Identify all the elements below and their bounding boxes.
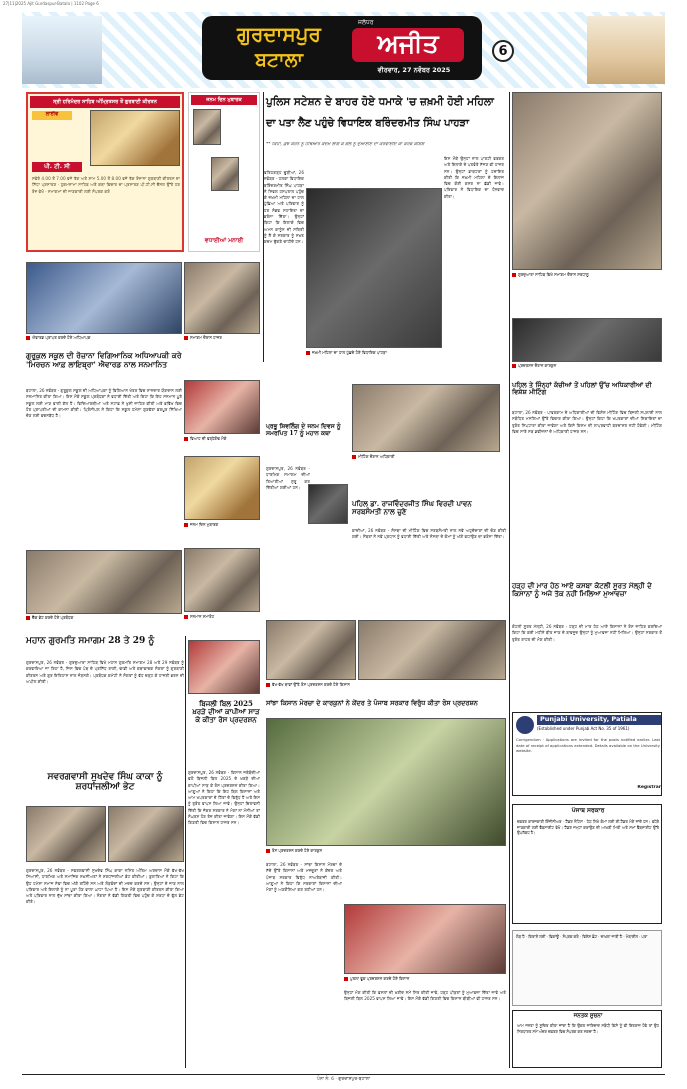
group-photo-2-caption: ਸਮਾਗਮ ਦੌਰਾਨ ਹਾਜ਼ਰ bbox=[184, 335, 260, 349]
footer-text: ਪੰਨਾ ਨੰ: 6 · ਗੁਰਦਾਸਪੁਰ-ਬਟਾਲਾ bbox=[316, 1077, 371, 1082]
right-top-caption: ਗੁਰਦੁਆਰਾ ਸਾਹਿਬ ਵਿਖੇ ਸਮਾਗਮ ਦੌਰਾਨ ਸ਼ਰਧਾਲੂ bbox=[512, 272, 662, 286]
farmers-body: ਕੋਟਲੀ ਸੂਰਤ ਮੱਲ੍ਹੀ, 26 ਨਵੰਬਰ - ਹੜ੍ਹ ਦੀ ਮਾਰ ਹੇਠ ਆਏ ਕਿਸਾਨਾਂ ਨੇ ਰੋਸ ਜ਼ਾਹਿਰ ਕਰਦਿਆਂ ਕਿਹਾ ਕਿ ਕਈ ਮਹੀਨੇ ਬੀਤ ਜਾਣ ਦੇ ਬਾਵਜੂਦ ਉਨ੍ਹਾਂ ਨੂੰ ਮੁਆਵਜ਼ਾ ਨਹੀਂ ਮਿਲਿਆ। ਉਨ੍ਹਾਂ ਸਰਕਾਰ ਤੋਂ ਤੁਰੰਤ ਰਾਹਤ ਦੀ ਮੰਗ ਕੀਤੀ। bbox=[512, 624, 662, 642]
couple-photo-1 bbox=[184, 380, 260, 434]
protest-photo-3 bbox=[266, 718, 506, 846]
public-notice-title: ਜਨਤਕ ਸੂਚਨਾ bbox=[573, 1013, 603, 1019]
protest-body-right: ਉਨ੍ਹਾਂ ਮੰਗ ਕੀਤੀ ਕਿ ਫ਼ਸਲਾਂ ਦੀ ਖ਼ਰੀਦ ਸਮੇਂ ਸਿਰ ਕੀਤੀ ਜਾਵੇ, ਹੜ੍ਹ ਪੀੜਤਾਂ ਨੂੰ ਮੁਆਵਜ਼ਾ ਦਿੱਤਾ ਜਾਵੇ ਅਤੇ ਬਿਜਲੀ ਬਿਲ 2025 ਵਾਪਸ ਲਿਆ ਜਾਵੇ। ਇਸ ਮੌਕੇ ਵੱਡੀ ਗਿਣਤੀ ਵਿਚ ਕਿਸਾਨ ਬੀਬੀਆਂ ਵੀ ਹਾਜ਼ਰ ਸਨ। bbox=[344, 990, 506, 1002]
public-notice bbox=[512, 1010, 662, 1068]
singh-headline: ਪਹਿਲ ਡਾ. ਰਾਜਵਿੰਦਰਜੀਤ ਸਿੰਘ ਵਿਰਦੀ ਪਾਵਨ ਸਰਬਸੰਮਤੀ ਨਾਲ ਚੁਣੇ bbox=[352, 499, 472, 517]
kirtan-box bbox=[26, 92, 184, 252]
guru-headline: ਪ੍ਰਭੂ ਸ਼ਿਵਲਿੰਗ ਦੇ ਜਨਮ ਦਿਵਸ ਨੂੰ ਸਮਰਪਿਤ 17 ਨੂੰ ਮਹਾਨ ਕਥਾ bbox=[266, 423, 341, 437]
logo-bottom: ਬਟਾਲਾ bbox=[255, 49, 303, 71]
classifieds-body: ਲੋੜ ਹੈ · ਕਿਰਾਏ ਲਈ · ਵਿਕਾਊ · ਸੰਪਰਕ ਕਰੋ · ਵਿਸ਼ੇਸ਼ ਛੋਟ · ਦਾਖ਼ਲਾ ਜਾਰੀ ਹੈ · ਮੋਬਾਈਲ · ਪਤਾ bbox=[516, 934, 648, 939]
right-mid-caption: ਪ੍ਰਦਰਸ਼ਨ ਦੌਰਾਨ ਕਾਰਕੁਨ bbox=[512, 363, 662, 375]
protest-photo-1 bbox=[266, 620, 356, 680]
group-photo-2 bbox=[184, 262, 260, 334]
right-mid-photo bbox=[512, 318, 662, 362]
farmers-headline: ਹੜ੍ਹ ਦੀ ਮਾਰ ਹੇਠ ਆਏ ਕਸਬਾ ਕੋਟਲੀ ਸੂਰਤ ਮੱਲ੍ਹੀ ਦੇ ਕਿਸਾਨਾਂ ਨੂੰ ਅਜੇ ਤੱਕ ਨਹੀਂ ਮਿਲਿਆ ਮੁਆਵਜ਼ਾ bbox=[512, 581, 652, 599]
cheque-caption: ਚੈੱਕ ਭੇਟ ਕਰਦੇ ਹੋਏ ਪ੍ਰਬੰਧਕ bbox=[26, 615, 182, 627]
power-photo bbox=[352, 384, 500, 452]
university-ad bbox=[512, 712, 662, 796]
gurmat-headline: ਮਹਾਨ ਗੁਰਮਤਿ ਸਮਾਗਮ 28 ਤੇ 29 ਨੂੰ bbox=[26, 636, 155, 646]
couple-caption-1: ਵਿਆਹ ਦੀ ਵਰ੍ਹੇਗੰਢ ਮੌਕੇ bbox=[184, 436, 260, 450]
column-rule-1 bbox=[263, 92, 264, 362]
lead-photo bbox=[306, 188, 442, 348]
gurmat-ad-photo bbox=[188, 640, 260, 694]
birthday-box bbox=[188, 92, 260, 252]
masthead bbox=[22, 12, 665, 88]
public-notice-body: ਆਮ ਜਨਤਾ ਨੂੰ ਸੂਚਿਤ ਕੀਤਾ ਜਾਂਦਾ ਹੈ ਕਿ ਉਕਤ ਜਾਇਦਾਦ ਸਬੰਧੀ ਕਿਸੇ ਨੂੰ ਵੀ ਇਤਰਾਜ਼ ਹੋਵੇ ਤਾਂ ਉਹ ਨਿਰਧਾਰਤ ਸਮੇਂ ਅੰਦਰ ਦਫ਼ਤਰ ਵਿਚ ਸੰਪਰਕ ਕਰ ਸਕਦਾ ਹੈ। bbox=[517, 1023, 659, 1034]
protest-body-left: ਬਟਾਲਾ, 26 ਨਵੰਬਰ - ਸਾਂਝਾ ਕਿਸਾਨ ਮੋਰਚਾ ਦੇ ਸੱਦੇ ਉੱਤੇ ਕਿਸਾਨਾਂ ਅਤੇ ਮਜ਼ਦੂਰਾਂ ਨੇ ਕੇਂਦਰ ਅਤੇ ਪੰਜਾਬ ਸਰਕਾਰ ਵਿਰੁੱਧ ਨਾਅਰੇਬਾਜ਼ੀ ਕੀਤੀ। ਆਗੂਆਂ ਨੇ ਕਿਹਾ ਕਿ ਸਰਕਾਰਾਂ ਕਿਸਾਨਾਂ ਦੀਆਂ ਮੰਗਾਂ ਨੂੰ ਅਣਗੌਲਿਆ ਕਰ ਰਹੀਆਂ ਹਨ। bbox=[266, 862, 342, 893]
lead-subhead: ** ਕਿਹਾ, ਕੁਝ ਕਰਨੇ ਨੂੰ ਹੱਥਿਆਰ ਕਦਮ ਲਾਗ ਕੋ ਗੋਲ ਨੂੰ ਦੁਆਈਏ ਦਾ ਕਰਵਾਈਏ ਕਾ ਕਰਵੇ ਕੋਸ਼ਿਸ਼ bbox=[266, 142, 425, 147]
gov-notice bbox=[512, 804, 662, 924]
couple-caption-3: ਸਨਮਾਨ ਸਮਾਰੋਹ bbox=[184, 614, 260, 628]
kirtan-body: ਸਵੇਰੇ 4.00 ਤੋਂ 7.00 ਵਜੇ ਤੱਕ ਅਤੇ ਸ਼ਾਮ 5.00 ਤੋਂ 8.00 ਵਜੇ ਤੱਕ ਰੋਜ਼ਾਨਾ ਗੁਰਬਾਣੀ ਕੀਰਤਨ ਦਾ ਸਿੱਧਾ ਪ੍ਰਸਾਰਣ · ਹੁਕਮਨਾਮਾ ਸਾਹਿਬ ਅਤੇ ਕਥਾ ਵਿਚਾਰ ਦਾ ਪ੍ਰਸਾਰਣ ਪੀ.ਟੀ.ਸੀ ਚੈਨਲ ਉੱਤੇ ਹਰ ਰੋਜ਼ ਵੇਖੋ · ਸਮਾਗਮਾਂ ਦੀ ਜਾਣਕਾਰੀ ਲਈ ਸੰਪਰਕ ਕਰੋ bbox=[32, 176, 180, 194]
top-meta-text: 27|11|2025 Ajit Gurdaspur-Batala | 1102 Page 6 bbox=[3, 1, 99, 6]
bijli-headline: ਬਿਜਲੀ ਬਿਲ 2025 ਖ਼ਰੜੇ ਦੀਆਂ ਕਾਪੀਆਂ ਸਾੜ ਕੇ ਕੀਤਾ ਰੋਸ ਪ੍ਰਦਰਸ਼ਨ bbox=[192, 699, 260, 725]
masthead-right-illustration bbox=[587, 16, 665, 84]
column-rule-2 bbox=[509, 92, 510, 1068]
small-classifieds bbox=[512, 930, 662, 1006]
kirtan-banner: ਸ੍ਰੀ ਹਰਿਮੰਦਰ ਸਾਹਿਬ ਅੰਮ੍ਰਿਤਸਰ ਤੋਂ ਗੁਰਬਾਣੀ ਕੀਰਤਨ bbox=[30, 96, 180, 108]
gov-notice-body: ਦਫ਼ਤਰ ਕਾਰਜਕਾਰੀ ਇੰਜੀਨੀਅਰ · ਟੈਂਡਰ ਨੋਟਿਸ · ਹੇਠ ਲਿਖੇ ਕੰਮਾਂ ਲਈ ਈ-ਟੈਂਡਰ ਮੰਗੇ ਜਾਂਦੇ ਹਨ। ਵਧੇਰੇ ਜਾਣਕਾਰੀ ਲਈ ਵੈੱਬਸਾਈਟ ਵੇਖੋ। ਟੈਂਡਰ ਜਮ੍ਹਾਂ ਕਰਾਉਣ ਦੀ ਆਖ਼ਰੀ ਮਿਤੀ ਅਤੇ ਸਮਾਂ ਵੈੱਬਸਾਈਟ ਉੱਤੇ ਉਪਲੱਬਧ ਹੈ। bbox=[517, 819, 659, 836]
award-photo bbox=[26, 262, 182, 334]
guru-body: ਗੁਰਦਾਸਪੁਰ, 26 ਨਵੰਬਰ - ਧਾਰਮਿਕ ਸਮਾਗਮ ਦੀਆਂ ਤਿਆਰੀਆਂ ਸ਼ੁਰੂ ਕਰ ਦਿੱਤੀਆਂ ਗਈਆਂ ਹਨ। bbox=[266, 466, 310, 490]
birthday-photo-2 bbox=[211, 157, 239, 191]
page-number: 6 bbox=[498, 44, 508, 59]
cheque-photo bbox=[26, 550, 182, 614]
brand-place: ਜਲੰਧਰ bbox=[358, 19, 374, 26]
protest-photo-3-caption: ਰੋਸ ਪ੍ਰਦਰਸ਼ਨ ਕਰਦੇ ਹੋਏ ਕਾਰਕੁਨ bbox=[266, 848, 506, 860]
ptc-tag: ਪੀ. ਟੀ. ਸੀ bbox=[32, 162, 82, 172]
masthead-date: ਵੀਰਵਾਰ, 27 ਨਵੰਬਰ 2025 bbox=[377, 66, 451, 74]
tribute-photo bbox=[26, 806, 106, 862]
school-body: ਬਟਾਲਾ, 26 ਨਵੰਬਰ - ਗੁਰੂਕੁਲ ਸਕੂਲ ਦੀ ਅਧਿਆਪਕਾ ਨੂੰ ਵਿਗਿਆਨ ਖੇਤਰ ਵਿਚ ਸ਼ਾਨਦਾਰ ਯੋਗਦਾਨ ਲਈ ਸਨਮਾਨਿਤ ਕੀਤਾ ਗਿਆ। ਇਸ ਮੌਕੇ ਸਕੂਲ ਪ੍ਰਬੰਧਕਾਂ ਨੇ ਵਧਾਈ ਦਿੱਤੀ ਅਤੇ ਕਿਹਾ ਕਿ ਇਹ ਸਨਮਾਨ ਪੂਰੇ ਸਕੂਲ ਲਈ ਮਾਣ ਵਾਲੀ ਗੱਲ ਹੈ। ਵਿਦਿਆਰਥੀਆਂ ਅਤੇ ਸਟਾਫ਼ ਨੇ ਖੁਸ਼ੀ ਜ਼ਾਹਿਰ ਕੀਤੀ ਅਤੇ ਭਵਿੱਖ ਵਿਚ ਹੋਰ ਪ੍ਰਾਪਤੀਆਂ ਦੀ ਕਾਮਨਾ ਕੀਤੀ। ਪ੍ਰਿੰਸੀਪਲ ਨੇ ਕਿਹਾ ਕਿ ਸਕੂਲ ਹਮੇਸ਼ਾ ਗੁਣਵੱਤਾ ਭਰਪੂਰ ਸਿੱਖਿਆ ਦੇਣ ਲਈ ਵਚਨਬੱਧ ਹੈ। bbox=[26, 388, 182, 419]
tribute-photo-2 bbox=[108, 806, 184, 862]
singh-body: ਕਾਦੀਆਂ, 26 ਨਵੰਬਰ - ਸੰਸਥਾ ਦੀ ਮੀਟਿੰਗ ਵਿਚ ਸਰਬਸੰਮਤੀ ਨਾਲ ਨਵੇਂ ਅਹੁਦੇਦਾਰਾਂ ਦੀ ਚੋਣ ਕੀਤੀ ਗਈ। ਮੈਂਬਰਾਂ ਨੇ ਨਵੇਂ ਪ੍ਰਧਾਨ ਨੂੰ ਵਧਾਈ ਦਿੱਤੀ ਅਤੇ ਸੰਸਥਾ ਦੇ ਕੰਮਾਂ ਨੂੰ ਅੱਗੇ ਵਧਾਉਣ ਦਾ ਭਰੋਸਾ ਦਿੱਤਾ। bbox=[352, 528, 506, 540]
university-body: Corrigendum · Applications are invited for the posts notified earlier. Last date of receipt of applications extended. Details available on the University website. bbox=[516, 737, 660, 754]
power-body: ਬਟਾਲਾ, 26 ਨਵੰਬਰ - ਪਾਵਰਕਾਮ ਦੇ ਅਧਿਕਾਰੀਆਂ ਦੀ ਵਿਸ਼ੇਸ਼ ਮੀਟਿੰਗ ਵਿਚ ਬਿਜਲੀ ਸਪਲਾਈ ਨਾਲ ਸਬੰਧਿਤ ਮਸਲਿਆਂ ਉੱਤੇ ਵਿਚਾਰ ਕੀਤਾ ਗਿਆ। ਉਨ੍ਹਾਂ ਕਿਹਾ ਕਿ ਖਪਤਕਾਰਾਂ ਦੀਆਂ ਸ਼ਿਕਾਇਤਾਂ ਦਾ ਤੁਰੰਤ ਨਿਪਟਾਰਾ ਕੀਤਾ ਜਾਵੇਗਾ ਅਤੇ ਕਿਸੇ ਕਿਸਮ ਦੀ ਲਾਪਰਵਾਹੀ ਬਰਦਾਸ਼ਤ ਨਹੀਂ ਹੋਵੇਗੀ। ਮੀਟਿੰਗ ਵਿਚ ਸਾਰੇ ਸਬ ਡਵੀਜ਼ਨਾਂ ਦੇ ਅਧਿਕਾਰੀ ਹਾਜ਼ਰ ਸਨ। bbox=[512, 410, 662, 434]
lead-photo-caption: ਜ਼ਖ਼ਮੀ ਮਹਿਲਾ ਦਾ ਹਾਲ ਪੁੱਛਦੇ ਹੋਏ ਵਿਧਾਇਕ ਪਾਹੜਾ bbox=[306, 350, 504, 360]
column-rule-3 bbox=[185, 636, 186, 1068]
award-caption: ਐਵਾਰਡ ਪ੍ਰਾਪਤ ਕਰਦੇ ਹੋਏ ਅਧਿਆਪਕ bbox=[26, 335, 182, 347]
lead-body-right: ਇਸ ਮੌਕੇ ਉਨ੍ਹਾਂ ਨਾਲ ਪਾਰਟੀ ਵਰਕਰ ਅਤੇ ਇਲਾਕੇ ਦੇ ਪਤਵੰਤੇ ਸੱਜਣ ਵੀ ਹਾਜ਼ਰ ਸਨ। ਉਨ੍ਹਾਂ ਡਾਕਟਰਾਂ ਨੂੰ ਹਦਾਇਤ ਕੀਤੀ ਕਿ ਜ਼ਖ਼ਮੀ ਮਹਿਲਾ ਦੇ ਇਲਾਜ ਵਿਚ ਕੋਈ ਕਸਰ ਨਾ ਛੱਡੀ ਜਾਵੇ। ਪਰਿਵਾਰ ਨੇ ਵਿਧਾਇਕ ਦਾ ਧੰਨਵਾਦ ਕੀਤਾ। bbox=[444, 156, 504, 199]
birthday-photo-1 bbox=[193, 109, 221, 145]
brand-name: ਅਜੀਤ bbox=[377, 29, 439, 58]
gurmat-body: ਗੁਰਦਾਸਪੁਰ, 26 ਨਵੰਬਰ - ਗੁਰਦੁਆਰਾ ਸਾਹਿਬ ਵਿਖੇ ਮਹਾਨ ਗੁਰਮਤਿ ਸਮਾਗਮ 28 ਅਤੇ 29 ਨਵੰਬਰ ਨੂੰ ਕਰਵਾਇਆ ਜਾ ਰਿਹਾ ਹੈ, ਜਿਸ ਵਿਚ ਪੰਥ ਦੇ ਪ੍ਰਸਿੱਧ ਰਾਗੀ, ਢਾਡੀ ਅਤੇ ਕਥਾਵਾਚਕ ਸੰਗਤਾਂ ਨੂੰ ਗੁਰਬਾਣੀ ਕੀਰਤਨ ਅਤੇ ਗੁਰ ਇਤਿਹਾਸ ਨਾਲ ਜੋੜਨਗੇ। ਪ੍ਰਬੰਧਕ ਕਮੇਟੀ ਨੇ ਸੰਗਤਾਂ ਨੂੰ ਵੱਧ ਚੜ੍ਹ ਕੇ ਹਾਜ਼ਰੀ ਭਰਨ ਦੀ ਅਪੀਲ ਕੀਤੀ। bbox=[26, 660, 184, 684]
top-meta-bar bbox=[0, 0, 687, 8]
tribute-body: ਗੁਰਦਾਸਪੁਰ, 26 ਨਵੰਬਰ - ਸਵਰਗਵਾਸੀ ਸੁਖਦੇਵ ਸਿੰਘ ਕਾਕਾ ਨਮਿੱਤ ਅੰਤਿਮ ਅਰਦਾਸ ਮੌਕੇ ਵੱਖ-ਵੱਖ ਸਿਆਸੀ, ਧਾਰਮਿਕ ਅਤੇ ਸਮਾਜਿਕ ਸ਼ਖ਼ਸੀਅਤਾਂ ਨੇ ਸ਼ਰਧਾਂਜਲੀਆਂ ਭੇਟ ਕੀਤੀਆਂ। ਬੁਲਾਰਿਆਂ ਨੇ ਕਿਹਾ ਕਿ ਉਹ ਹਮੇਸ਼ਾ ਸਮਾਜ ਸੇਵਾ ਵਿਚ ਅੱਗੇ ਰਹਿੰਦੇ ਸਨ ਅਤੇ ਲੋੜਵੰਦਾਂ ਦੀ ਮਦਦ ਕਰਦੇ ਸਨ। ਉਨ੍ਹਾਂ ਦੇ ਜਾਣ ਨਾਲ ਪਰਿਵਾਰ ਅਤੇ ਇਲਾਕੇ ਨੂੰ ਨਾ ਪੂਰਾ ਹੋਣ ਵਾਲਾ ਘਾਟਾ ਪਿਆ ਹੈ। ਇਸ ਮੌਕੇ ਗੁਰਬਾਣੀ ਕੀਰਤਨ ਕੀਤਾ ਗਿਆ ਅਤੇ ਪਰਿਵਾਰ ਨਾਲ ਦੁੱਖ ਸਾਂਝਾ ਕੀਤਾ ਗਿਆ। ਸੰਗਤਾਂ ਨੇ ਵੱਡੀ ਗਿਣਤੀ ਵਿਚ ਪਹੁੰਚ ਕੇ ਸ਼ਰਧਾ ਦੇ ਫੁੱਲ ਭੇਟ ਕੀਤੇ। bbox=[26, 868, 184, 905]
protest-headline: ਸਾਂਝਾ ਕਿਸਾਨ ਮੋਰਚਾ ਦੇ ਕਾਰਕੁਨਾਂ ਨੇ ਕੇਂਦਰ ਤੇ ਪੰਜਾਬ ਸਰਕਾਰ ਵਿਰੁੱਧ ਕੀਤਾ ਰੋਸ ਪ੍ਰਦਰਸ਼ਨ bbox=[266, 699, 478, 707]
couple-photo-2 bbox=[184, 456, 260, 520]
page-footer bbox=[22, 1074, 665, 1084]
power-headline: ਪਹਿਲ ਤੇ ਜਿੰਨ੍ਹਾਂ ਕੱਚੀਆਂ ਤੋਂ ਪਹਿਲਾਂ ਉੱਚ ਅਧਿਕਾਰੀਆਂ ਦੀ ਵਿਸ਼ੇਸ਼ ਮੀਟਿੰਗ bbox=[512, 381, 652, 397]
live-tag: ਲਾਈਵ bbox=[32, 111, 72, 120]
couple-caption-2: ਜਨਮ ਦਿਨ ਮੁਬਾਰਕ bbox=[184, 522, 260, 536]
lead-headline-1: ਪੁਲਿਸ ਸਟੇਸ਼ਨ ਦੇ ਬਾਹਰ ਹੋਏ ਧਮਾਕੇ 'ਚ ਜ਼ਖ਼ਮੀ ਹੋਈ ਮਹਿਲਾ bbox=[266, 96, 494, 108]
protest-photo-4-caption: ਪੁਤਲਾ ਫੂਕ ਪ੍ਰਦਰਸ਼ਨ ਕਰਦੇ ਹੋਏ ਕਿਸਾਨ bbox=[344, 976, 506, 988]
protest-photo-4 bbox=[344, 904, 506, 974]
logo-top: ਗੁਰਦਾਸਪੁਰ bbox=[237, 22, 321, 46]
bijli-body: ਗੁਰਦਾਸਪੁਰ, 26 ਨਵੰਬਰ - ਕਿਸਾਨ ਜਥੇਬੰਦੀਆਂ ਵਲੋਂ ਬਿਜਲੀ ਬਿਲ 2025 ਦੇ ਖ਼ਰੜੇ ਦੀਆਂ ਕਾਪੀਆਂ ਸਾੜ ਕੇ ਰੋਸ ਪ੍ਰਦਰਸ਼ਨ ਕੀਤਾ ਗਿਆ। ਆਗੂਆਂ ਨੇ ਕਿਹਾ ਕਿ ਇਹ ਬਿਲ ਕਿਸਾਨਾਂ ਅਤੇ ਆਮ ਖਪਤਕਾਰਾਂ ਦੇ ਹਿੱਤਾਂ ਦੇ ਵਿਰੁੱਧ ਹੈ ਅਤੇ ਇਸ ਨੂੰ ਤੁਰੰਤ ਵਾਪਸ ਲਿਆ ਜਾਵੇ। ਉਨ੍ਹਾਂ ਚਿਤਾਵਨੀ ਦਿੱਤੀ ਕਿ ਜੇਕਰ ਸਰਕਾਰ ਨੇ ਮੰਗਾਂ ਨਾ ਮੰਨੀਆਂ ਤਾਂ ਸੰਘਰਸ਼ ਹੋਰ ਤੇਜ਼ ਕੀਤਾ ਜਾਵੇਗਾ। ਇਸ ਮੌਕੇ ਵੱਡੀ ਗਿਣਤੀ ਵਿਚ ਕਿਸਾਨ ਹਾਜ਼ਰ ਸਨ। bbox=[188, 770, 260, 826]
university-logo bbox=[516, 716, 534, 734]
lead-body-left: ਫਤਿਹਗੜ੍ਹ ਚੂੜੀਆਂ, 26 ਨਵੰਬਰ - ਹਲਕਾ ਵਿਧਾਇਕ ਬਰਿੰਦਰਮੀਤ ਸਿੰਘ ਪਾਹੜਾ ਨੇ ਸਿਵਲ ਹਸਪਤਾਲ ਪਹੁੰਚ ਕੇ ਜ਼ਖ਼ਮੀ ਮਹਿਲਾ ਦਾ ਹਾਲ ਪੁੱਛਿਆ ਅਤੇ ਪਰਿਵਾਰ ਨੂੰ ਹਰ ਸੰਭਵ ਸਹਾਇਤਾ ਦਾ ਭਰੋਸਾ ਦਿੱਤਾ। ਉਨ੍ਹਾਂ ਕਿਹਾ ਕਿ ਇਲਾਕੇ ਵਿਚ ਅਮਨ ਕਾਨੂੰਨ ਦੀ ਸਥਿਤੀ ਨੂੰ ਲੈ ਕੇ ਸਰਕਾਰ ਨੂੰ ਸਖ਼ਤ ਕਦਮ ਚੁੱਕਣੇ ਚਾਹੀਦੇ ਹਨ। bbox=[264, 170, 304, 245]
power-caption: ਮੀਟਿੰਗ ਦੌਰਾਨ ਅਧਿਕਾਰੀ bbox=[352, 454, 500, 466]
brand-logo bbox=[352, 28, 464, 62]
birthday-title: ਜਨਮ ਦਿਨ ਮੁਬਾਰਕ bbox=[191, 95, 257, 105]
protest-caption: ਵੱਖ-ਵੱਖ ਥਾਵਾਂ ਉੱਤੇ ਰੋਸ ਪ੍ਰਦਰਸ਼ਨ ਕਰਦੇ ਹੋਏ ਕਿਸਾਨ bbox=[266, 682, 506, 694]
protest-photo-2 bbox=[358, 620, 506, 680]
golden-temple-photo bbox=[90, 110, 180, 166]
university-sub: (Established under Punjab Act No. 35 of 1961) bbox=[537, 726, 630, 731]
couple-photo-3 bbox=[184, 548, 260, 612]
masthead-left-illustration bbox=[22, 16, 102, 84]
lead-headline-2: ਦਾ ਪਤਾ ਲੈਣ ਪਹੁੰਚੇ ਵਿਧਾਇਕ ਬਰਿੰਦਰਮੀਤ ਸਿੰਘ ਪਾਹੜਾ bbox=[266, 118, 469, 129]
university-register: Registrar bbox=[637, 785, 661, 790]
guru-photo bbox=[308, 484, 348, 524]
page-number-badge bbox=[492, 40, 514, 62]
gov-notice-title: ਪੰਜਾਬ ਸਰਕਾਰ bbox=[571, 807, 605, 814]
right-top-photo bbox=[512, 92, 662, 270]
university-name: Punjabi University, Patiala bbox=[537, 715, 661, 725]
tribute-headline: ਸਵਰਗਵਾਸੀ ਸੁਖਦੇਵ ਸਿੰਘ ਕਾਕਾ ਨੂੰ ਸ਼ਰਧਾਂਜਲੀਆਂ ਭੇਟ bbox=[47, 772, 163, 793]
school-headline: ਗੁਰੂਕੁਲ ਸਕੂਲ ਦੀ ਰੋਜ਼ਾਨਾ ਵਿਗਿਆਨਿਕ ਅਧਿਆਪਕੀ ਕਰੇ 'ਮਿਰਚਨ ਆਫ਼ ਲਾਇਬ੍ਰਾ' ਐਵਾਰਡ ਨਾਲ ਸਨਮਾਨਿਤ bbox=[26, 351, 182, 369]
birthday-footer: ਵਧਾਈਆਂ ਮਨਾਈ bbox=[204, 237, 244, 244]
logo-box bbox=[202, 16, 482, 80]
